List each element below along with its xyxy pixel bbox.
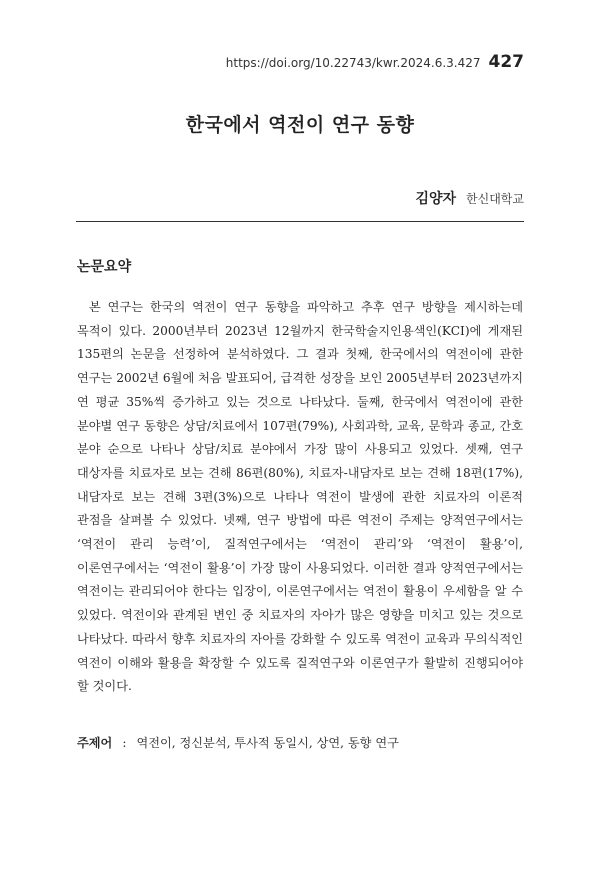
keywords-separator: :	[122, 736, 127, 750]
doi-link[interactable]: https://doi.org/10.22743/kwr.2024.6.3.427	[225, 56, 481, 70]
abstract-heading: 논문요약	[77, 259, 132, 275]
page-number: 427	[488, 52, 524, 72]
keywords-list: 역전이, 정신분석, 투사적 동일시, 상연, 동향 연구	[136, 736, 399, 750]
paper-title: 한국에서 역전이 연구 동향	[185, 114, 415, 136]
keywords-line	[77, 734, 523, 751]
abstract-body: 본 연구는 한국의 역전이 연구 동향을 파악하고 추후 연구 방향을 제시하는데 목적이 있다. 2000년부터 2023년 12월까지 한국학술지인용색인(KCI)에 게재된 135편의 논문을 선정하여 분석하였다. 그 결과 첫째, 한국에서의 역전이에 관한 연구는 2002년 6월에 처음 발표되어, 급격한 성장을 보인 2005년부터 2023년까지 연 평균 35%씩 증가하고 있는 것으로 나타났다. 둘째, 한국에서 역전이에 관한 분야별 연구 동향은 상담/치료에서 107편(79%), 사회과학, 교육, 문학과 종교, 간호 분야 순으로 나타나 상담/치료 분야에서 가장 많이 사용되고 있었다. 셋째, 연구 대상자를 치료자로 보는 견해 86편(80%), 치료자-내담자로 보는 견해 18편(17%), 내담자로 보는 견해 3편(3%)으로 나타나 역전이 발생에 관한 치료자의 이론적 관점을 살펴볼 수 있었다. 넷째, 연구 방법에 따른 역전이 주제는 양적연구에서는 ‘역전이 관리 능력’이, 질적연구에서는 ‘역전이 관리’와 ‘역전이 활용’이, 이론연구에서는 ‘역전이 활용’이 가장 많이 사용되었다. 이러한 결과 양적연구에서는 역전이는 관리되어야 한다는 입장이, 이론연구에서는 역전이 활용이 우세함을 알 수 있었다. 역전이와 관계된 변인 중 치료자의 자아가 많은 영향을 미치고 있는 것으로 나타났다. 따라서 향후 치료자의 자아를 강화할 수 있도록 역전이 교육과 무의식적인 역전이 이해와 활용을 확장할 수 있도록 질적연구와 이론연구가 활발히 진행되어야 할 것이다.	[77, 300, 523, 694]
author-name: 김양자	[415, 191, 457, 207]
page-header	[226, 52, 524, 72]
title-divider	[76, 221, 524, 222]
author-affiliation: 한신대학교	[466, 192, 524, 206]
author-line	[415, 188, 524, 208]
keywords-label: 주제어	[77, 736, 113, 750]
